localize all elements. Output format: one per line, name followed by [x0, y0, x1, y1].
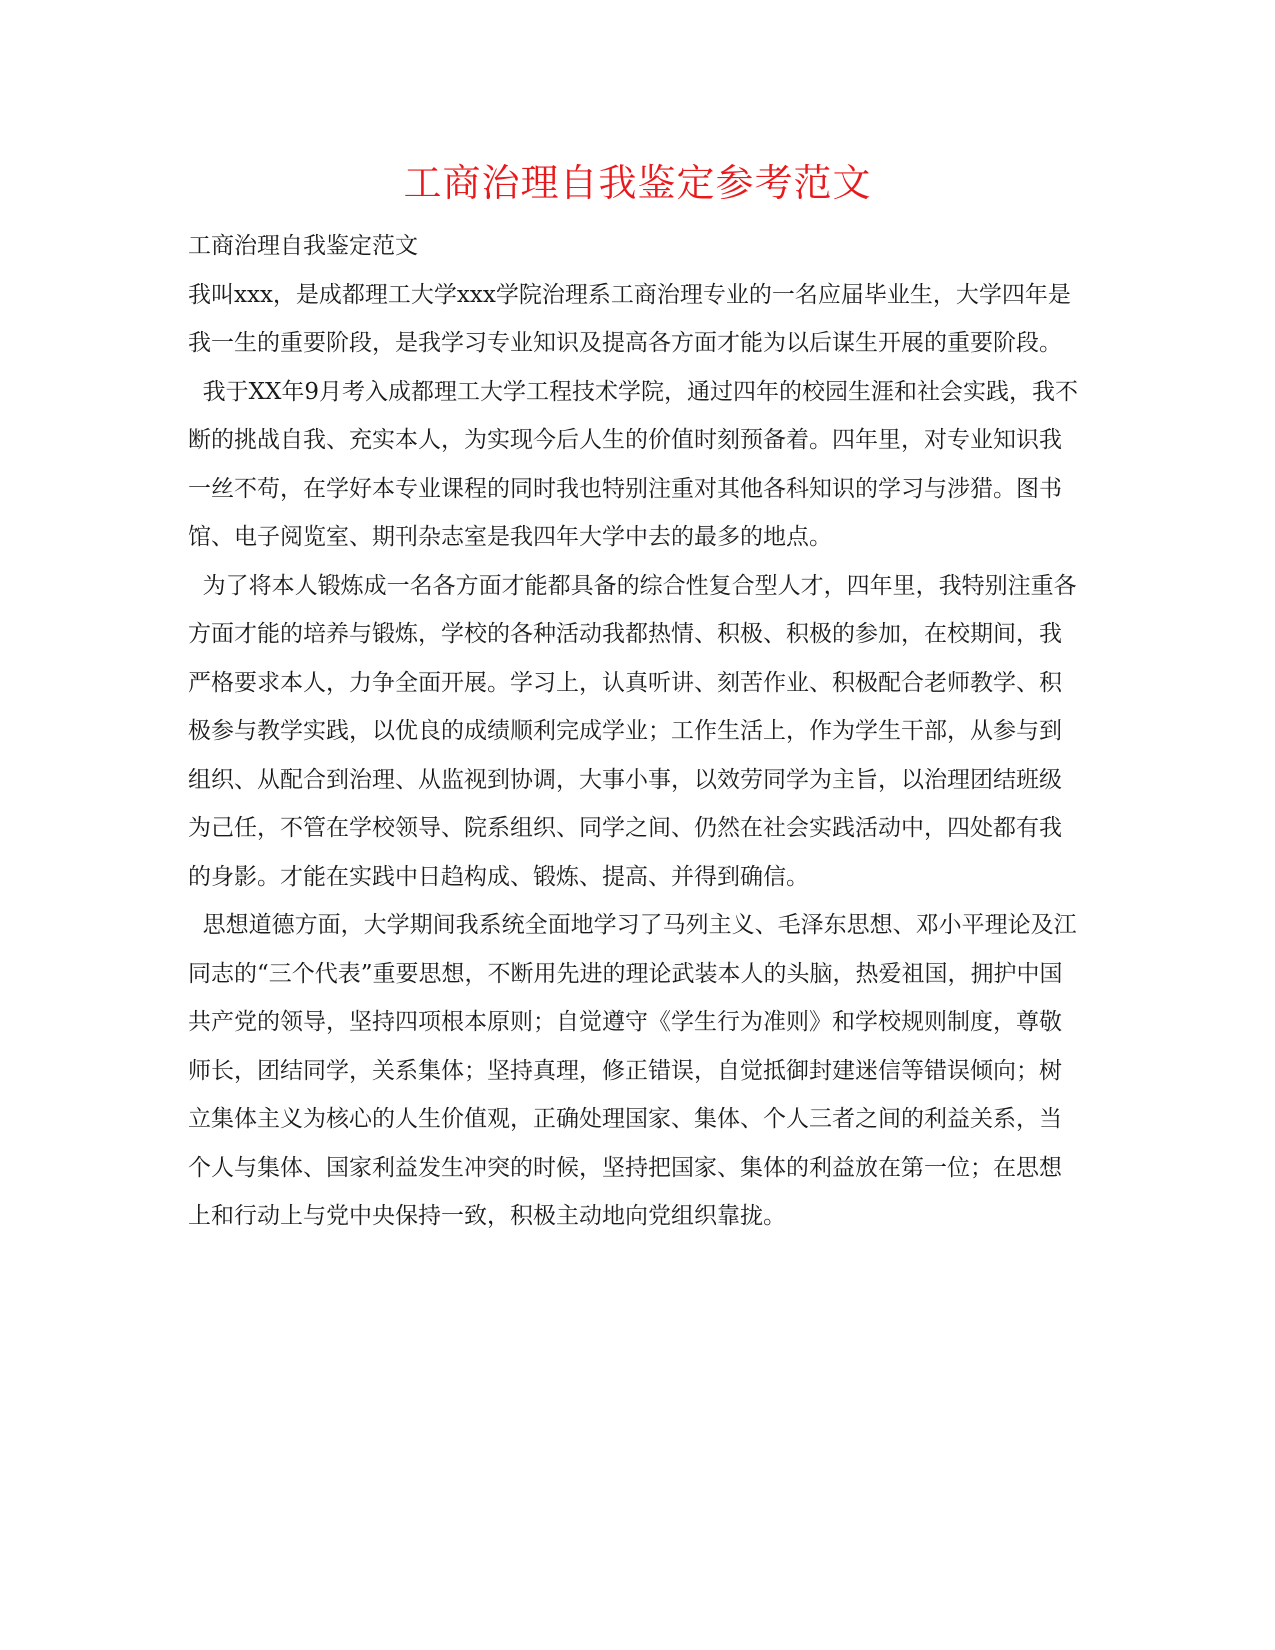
paragraph-morality: 思想道德方面，大学期间我系统全面地学习了马列主义、毛泽东思想、邓小平理论及江同志的“三个代表”重要思想，不断用先进的理论武装本人的头脑，热爱祖国，拥护中国共产党的领导，坚持四项根本原则；自觉遵守《学生行为准则》和学校规则制度，尊敬师长，团结同学，关系集体；坚持真理，修正错误，自觉抵御封建迷信等错误倾向；树立集体主义为核心的人生价值观，正确处理国家、集体、个人三者之间的利益关系，当个人与集体、国家利益发生冲突的时候，坚持把国家、集体的利益放在第一位；在思想上和行动上与党中央保持一致，积极主动地向党组织靠拢。	[188, 912, 1077, 1229]
paragraph-study: 我于XX年9月考入成都理工大学工程技术学院，通过四年的校园生涯和社会实践，我不断的挑战自我、充实本人，为实现今后人生的价值时刻预备着。四年里，对专业知识我一丝不苟，在学好本专业课程的同时我也特别注重对其他各科知识的学习与涉猎。图书馆、电子阅览室、期刊杂志室是我四年大学中去的最多的地点。	[188, 378, 1079, 550]
document-title: 工商治理自我鉴定参考范文	[403, 161, 872, 205]
paragraph-abilities: 为了将本人锻炼成一名各方面才能都具备的综合性复合型人才，四年里，我特别注重各方面才能的培养与锻炼，学校的各种活动我都热情、积极、积极的参加，在校期间，我严格要求本人，力争全面开展。学习上，认真听讲、刻苦作业、积极配合老师教学、积极参与教学实践，以优良的成绩顺利完成学业；工作生活上，作为学生干部，从参与到组织、从配合到治理、从监视到协调，大事小事，以效劳同学为主旨，以治理团结班级为己任，不管在学校领导、院系组织、同学之间、仍然在社会实践活动中，四处都有我的身影。才能在实践中日趋构成、锻炼、提高、并得到确信。	[188, 572, 1077, 890]
document-subtitle: 工商治理自我鉴定范文	[188, 233, 418, 259]
document-body	[188, 222, 1083, 1241]
paragraph-intro: 我叫xxx，是成都理工大学xxx学院治理系工商治理专业的一名应届毕业生，大学四年是我一生的重要阶段，是我学习专业知识及提高各方面才能为以后谋生开展的重要阶段。	[188, 281, 1071, 356]
